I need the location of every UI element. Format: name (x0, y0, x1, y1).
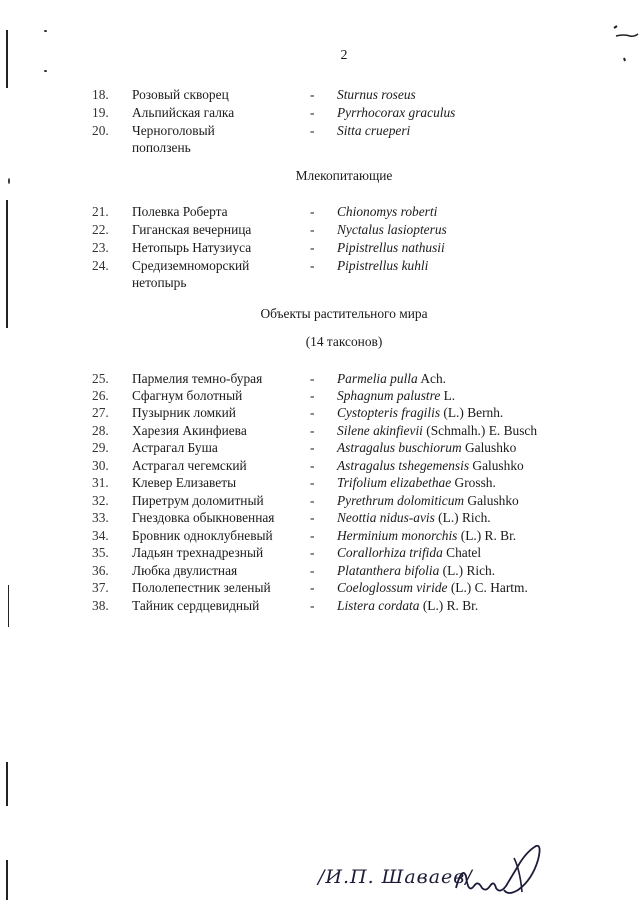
section-heading-mammals: Млекопитающие (295, 168, 393, 183)
latin-name (337, 370, 446, 387)
russian-name: Клевер Елизаветы (132, 475, 237, 490)
latin-binomial: Platanthera bifolia (337, 563, 440, 578)
separator-dash: - (310, 204, 315, 219)
latin-name (337, 579, 528, 596)
item-number: 26. (92, 388, 109, 403)
separator-dash: - (310, 598, 315, 613)
separator-dash: - (310, 123, 315, 138)
separator-dash: - (310, 240, 315, 255)
separator-dash: - (310, 105, 315, 120)
russian-name: Любка двулистная (132, 563, 238, 578)
list-item (0, 527, 640, 545)
item-number: 25. (92, 371, 109, 386)
list-item (0, 544, 640, 562)
author-citation: (L.) R. Br. (457, 528, 517, 543)
item-number: 22. (92, 222, 109, 237)
latin-binomial: Parmelia pulla (337, 371, 418, 386)
author-citation: Galushko (461, 440, 517, 455)
russian-name: Альпийская галка (132, 105, 235, 120)
latin-name (337, 562, 495, 579)
handwritten-signature (448, 836, 548, 906)
item-number: 35. (92, 545, 109, 560)
latin-binomial: Sphagnum palustre (337, 388, 441, 403)
author-citation: L. (440, 388, 456, 403)
separator-dash: - (310, 475, 315, 490)
item-number: 32. (92, 493, 109, 508)
russian-name: Пололепестник зеленый (132, 580, 271, 595)
item-number: 30. (92, 458, 109, 473)
author-citation: Grossh. (451, 475, 496, 490)
latin-binomial: Pyrethrum dolomiticum (337, 493, 465, 508)
item-number: 34. (92, 528, 109, 543)
author-citation: Ach. (417, 371, 446, 386)
russian-name: Пиретрум доломитный (132, 493, 264, 508)
item-number: 38. (92, 598, 109, 613)
item-number: 37. (92, 580, 109, 595)
latin-name (337, 457, 524, 474)
latin-binomial: Neottia nidus-avis (337, 510, 435, 525)
latin-binomial: Chionomys roberti (337, 204, 438, 219)
list-item (0, 422, 640, 440)
latin-binomial: Pipistrellus kuhli (337, 258, 429, 273)
list-item (0, 387, 640, 405)
separator-dash: - (310, 258, 315, 273)
item-number: 33. (92, 510, 109, 525)
author-citation: (L.) R. Br. (419, 598, 479, 613)
item-number: 29. (92, 440, 109, 455)
separator-dash: - (310, 371, 315, 386)
page-number: 2 (340, 48, 348, 63)
separator-dash: - (310, 388, 315, 403)
russian-name: Пузырник ломкий (132, 405, 236, 420)
latin-binomial: Trifolium elizabethae (337, 475, 452, 490)
separator-dash: - (310, 528, 315, 543)
section-heading-plants: Объекты растительного мира (260, 306, 428, 321)
item-number: 18. (92, 87, 109, 102)
list-item (0, 439, 640, 457)
list-item (0, 597, 640, 615)
russian-name: Гиганская вечерница (132, 222, 252, 237)
latin-binomial: Astragalus tshegemensis (337, 458, 470, 473)
latin-binomial: Astragalus buschiorum (337, 440, 462, 455)
russian-name-continuation: нетопырь (132, 275, 187, 290)
author-citation: (Schmalh.) E. Busch (422, 423, 538, 438)
separator-dash: - (310, 580, 315, 595)
list-item (0, 370, 640, 388)
list-item (0, 509, 640, 527)
item-number: 20. (92, 123, 109, 138)
russian-name: Тайник сердцевидный (132, 598, 260, 613)
author-citation: Galushko (464, 493, 519, 508)
latin-binomial: Nyctalus lasiopterus (337, 222, 447, 237)
latin-binomial: Pipistrellus nathusii (337, 240, 445, 255)
author-citation: (L.) Rich. (439, 563, 496, 578)
latin-binomial: Sitta crueperi (337, 123, 411, 138)
item-number: 28. (92, 423, 109, 438)
latin-binomial: Sturnus roseus (337, 87, 416, 102)
russian-name: Харезия Акинфиева (132, 423, 247, 438)
latin-name (337, 509, 491, 526)
separator-dash: - (310, 458, 315, 473)
author-citation: (L.) C. Hartm. (447, 580, 528, 595)
latin-binomial: Pyrrhocorax graculus (337, 105, 456, 120)
separator-dash: - (310, 405, 315, 420)
separator-dash: - (310, 423, 315, 438)
russian-name: Бровник одноклубневый (132, 528, 273, 543)
item-number: 27. (92, 405, 109, 420)
list-item (0, 492, 640, 510)
russian-name: Средиземноморский (132, 258, 250, 273)
item-number: 36. (92, 563, 109, 578)
separator-dash: - (310, 510, 315, 525)
list-item (0, 562, 640, 580)
latin-name (337, 597, 478, 614)
signatory-name: /И.П. Шаваев/ (318, 866, 473, 888)
russian-name: Черноголовый (132, 123, 215, 138)
russian-name: Ладьян трехнадрезный (132, 545, 264, 560)
item-number: 19. (92, 105, 109, 120)
author-citation: Chatel (442, 545, 482, 560)
latin-binomial: Corallorhiza trifida (337, 545, 443, 560)
author-citation: (L.) Bernh. (440, 405, 504, 420)
latin-binomial: Herminium monorchis (337, 528, 458, 543)
latin-binomial: Cystopteris fragilis (337, 405, 441, 420)
item-number: 23. (92, 240, 109, 255)
author-citation: Galushko (469, 458, 524, 473)
list-item (0, 579, 640, 597)
russian-name: Пармелия темно-бурая (132, 371, 263, 386)
list-item (0, 457, 640, 475)
list-item (0, 474, 640, 492)
section-subheading-taxa-count: (14 таксонов) (305, 334, 383, 349)
russian-name: Астрагал чегемский (132, 458, 247, 473)
separator-dash: - (310, 493, 315, 508)
russian-name-continuation: поползень (132, 140, 191, 155)
russian-name: Нетопырь Натузиуса (132, 240, 252, 255)
latin-binomial: Listera cordata (337, 598, 420, 613)
separator-dash: - (310, 440, 315, 455)
latin-name (337, 387, 455, 404)
latin-name (337, 422, 537, 439)
latin-name (337, 474, 496, 491)
separator-dash: - (310, 563, 315, 578)
item-number: 24. (92, 258, 109, 273)
latin-name (337, 527, 516, 544)
russian-name: Гнездовка обыкновенная (132, 510, 275, 525)
latin-binomial: Silene akinfievii (337, 423, 423, 438)
separator-dash: - (310, 87, 315, 102)
separator-dash: - (310, 222, 315, 237)
russian-name: Розовый скворец (132, 87, 229, 102)
latin-name (337, 439, 516, 456)
russian-name: Полевка Роберта (132, 204, 228, 219)
latin-binomial: Coeloglossum viride (337, 580, 448, 595)
separator-dash: - (310, 545, 315, 560)
author-citation: (L.) Rich. (434, 510, 491, 525)
latin-name (337, 492, 519, 509)
item-number: 21. (92, 204, 109, 219)
list-item (0, 404, 640, 422)
russian-name: Астрагал Буша (132, 440, 218, 455)
latin-name (337, 544, 481, 561)
item-number: 31. (92, 475, 109, 490)
russian-name: Сфагнум болотный (132, 388, 243, 403)
latin-name (337, 404, 503, 421)
